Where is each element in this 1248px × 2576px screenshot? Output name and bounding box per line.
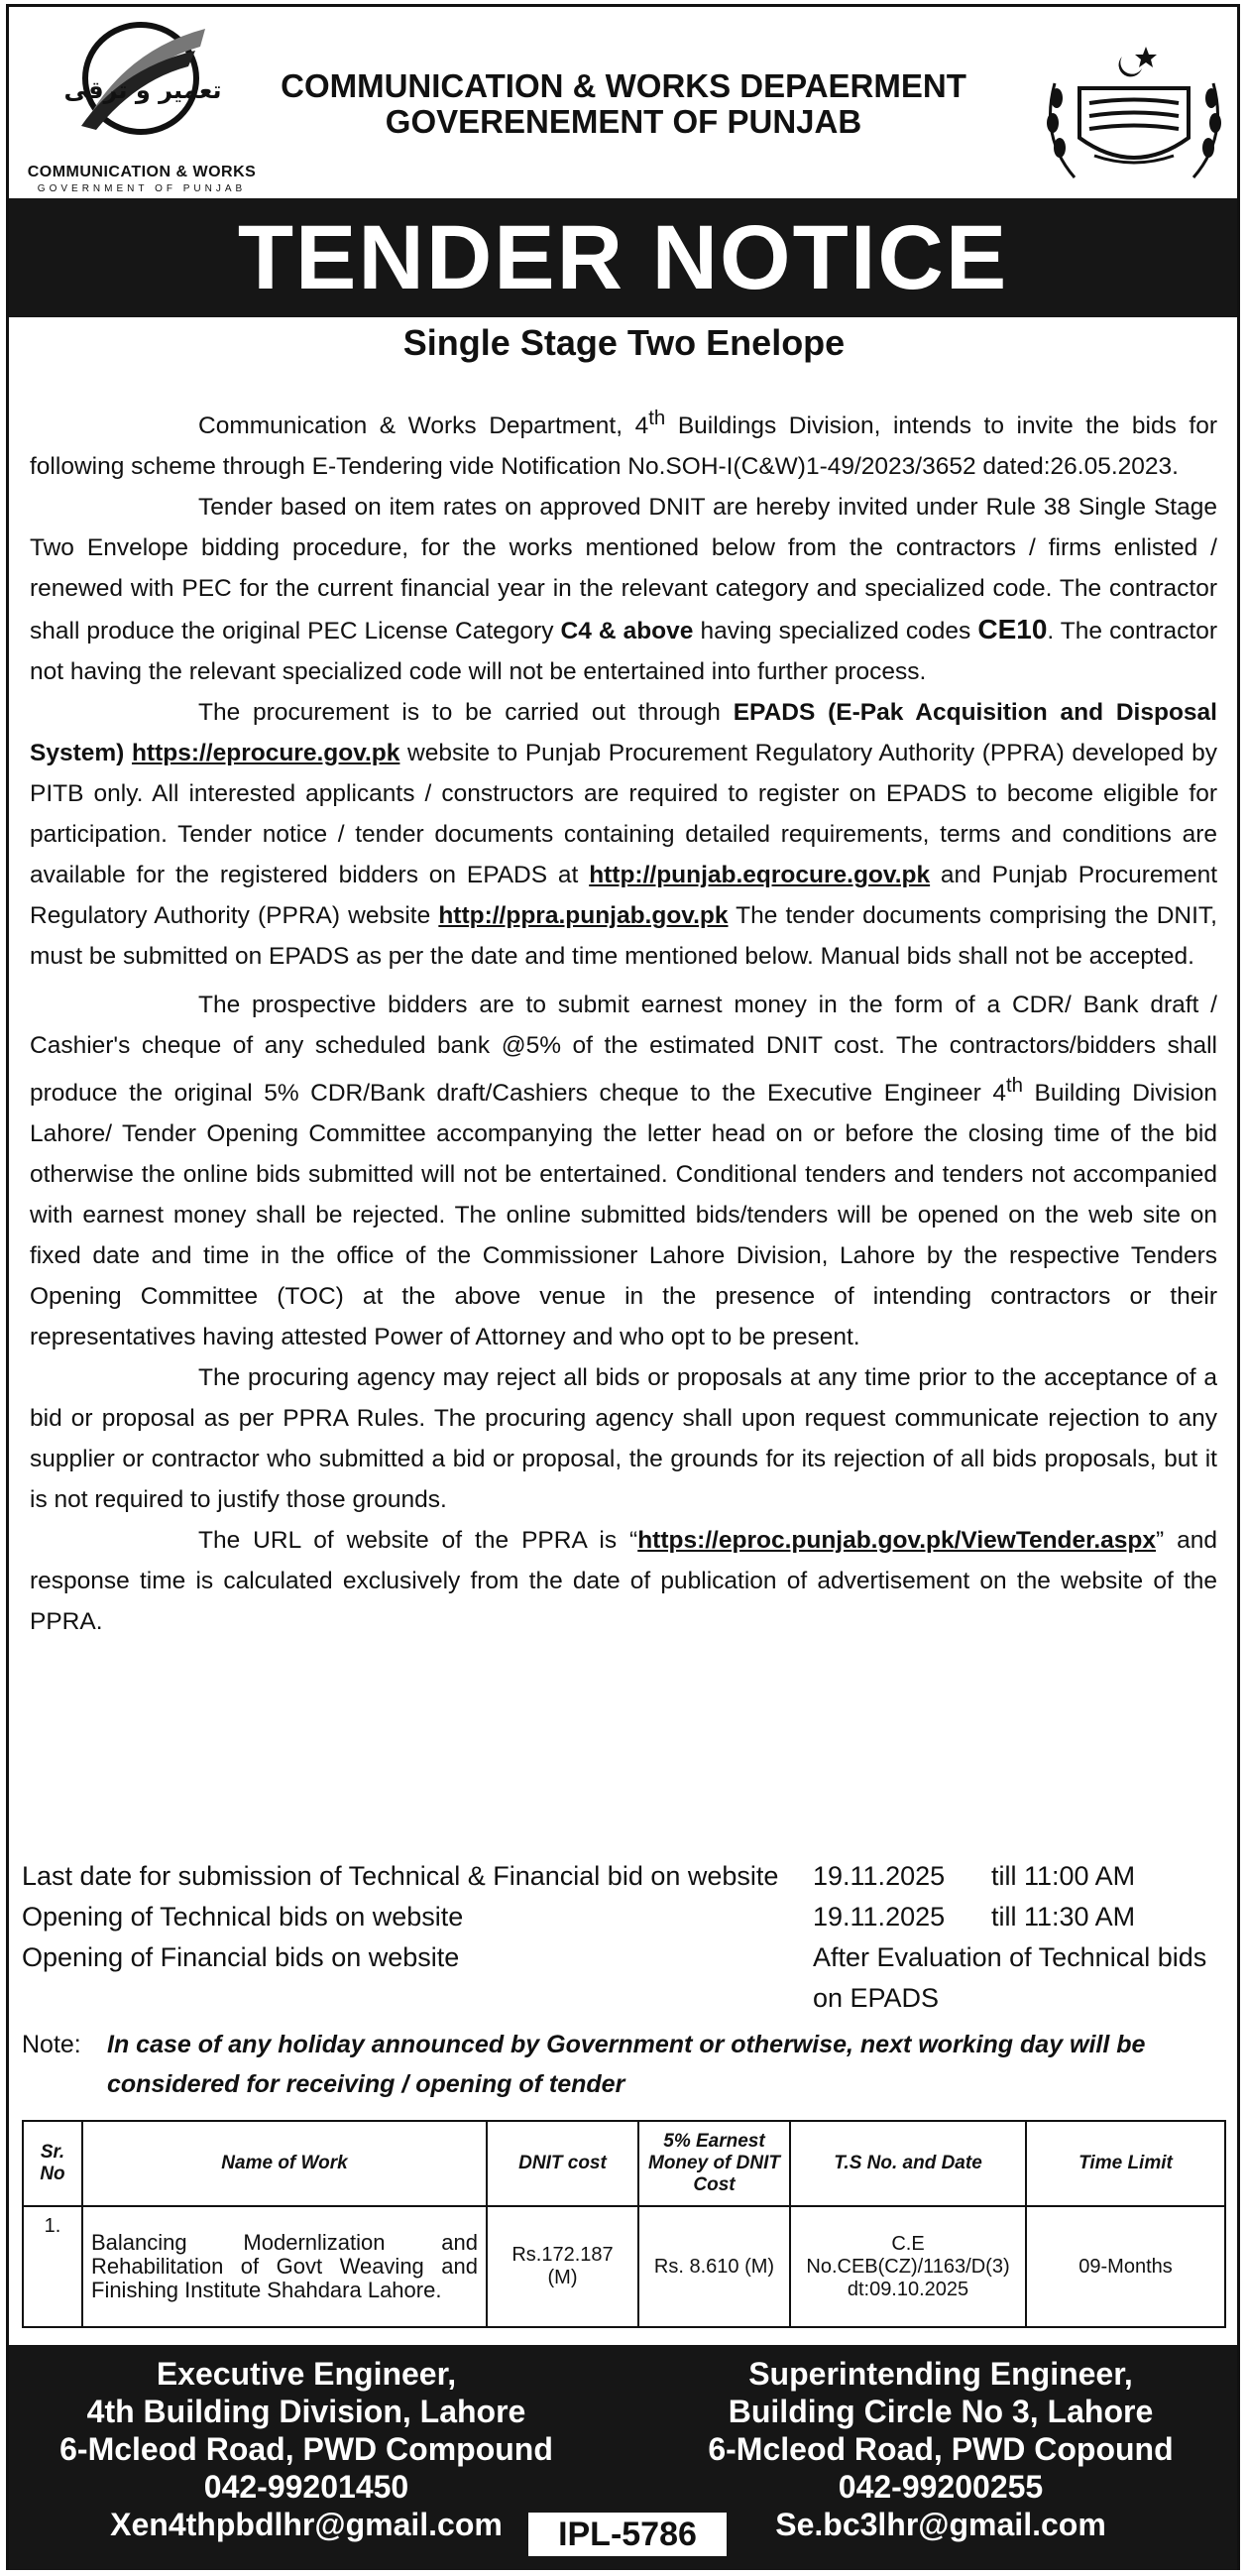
p1-text-a: Communication & Works Department, 4: [198, 412, 649, 440]
cw-emblem-icon: [63, 19, 222, 138]
p4-sup: th: [1005, 1075, 1023, 1098]
note-text: In case of any holiday announced by Government or otherwise, next working day will be considered for receiving / opening of tender: [107, 2031, 1146, 2098]
p4-text-a: The prospective bidders are to submit earnest money in the form of a CDR/ Bank draft / Cashier's cheque of any scheduled bank @5% of the estimated DNIT cost. The contractors/bidders shall produce the original 5% CDR/Bank draft/Cashiers cheque to the Executive Engineer 4: [30, 992, 1217, 1108]
contact-email[interactable]: Se.bc3lhr@gmail.com: [775, 2507, 1106, 2542]
p3-text-d: The tender documents comprising the DNIT, must be submitted on EPADS as per the date and time mentioned below. Manual bids shall not be accepted.: [30, 902, 1217, 971]
cell-ts: [790, 2206, 1026, 2327]
cell-earnest: Rs. 8.610 (M): [638, 2206, 790, 2327]
col-header-ts: T.S No. and Date: [790, 2121, 1026, 2206]
p6-text-b: ” and response time is calculated exclusively from the date of publication of advertisement on the website of the PPRA.: [30, 1527, 1217, 1636]
contact-phone: 042-99200255: [838, 2469, 1044, 2505]
p3-text-c: and Punjab Procurement Regulatory Authority (PPRA) website: [30, 862, 1217, 930]
paragraph-4: [30, 985, 1217, 1357]
col-header-dnit: DNIT cost: [487, 2121, 638, 2206]
paragraph-1: [30, 399, 1217, 487]
schedule-row: [22, 1937, 1226, 2013]
cw-logo: [17, 15, 267, 193]
page-title: TENDER NOTICE: [9, 198, 1237, 317]
epads-name: EPADS (E-Pak Acquisition and Disposal System): [30, 699, 1217, 767]
p6-text-a: The URL of website of the PPRA is “: [198, 1527, 638, 1555]
department-line-2: GOVERENEMENT OF PUNJAB: [385, 103, 862, 140]
schedule-label: Opening of Financial bids on website: [22, 1942, 460, 1972]
p2-text-c: . The contractor not having the relevant specialized code will not be entertained into further process.: [30, 618, 1218, 686]
paragraph-3: [30, 692, 1217, 977]
note-label: Note:: [22, 2031, 81, 2058]
ts-line-1: C.E: [891, 2232, 925, 2255]
schedule-row: [22, 1856, 1226, 1897]
p1-sup: th: [648, 408, 666, 429]
paragraph-2: [30, 487, 1217, 692]
p3-text-a: The procurement is to be carried out through: [198, 699, 734, 727]
table-row: [23, 2206, 1225, 2327]
contact-line: Superintending Engineer,: [748, 2356, 1133, 2392]
superintending-engineer-contact: [643, 2355, 1238, 2543]
schedule-label: Opening of Technical bids on website: [22, 1902, 464, 1932]
ipl-number: IPL-5786: [528, 2513, 727, 2556]
col-header-sr: Sr. No: [23, 2121, 82, 2206]
paragraph-5: The procuring agency may reject all bids or proposals at any time prior to the acceptance of a bid or proposal as per PPRA Rules. The procuring agency shall upon request communicate rejection to any supplier or contractor who submitted a bid or proposal, the grounds for its rejection of all bids proposals, but it is not required to justify those grounds.: [30, 1364, 1217, 1514]
page-subtitle: Single Stage Two Enelope: [402, 322, 846, 363]
executive-engineer-contact: [9, 2355, 604, 2543]
specialized-code: CE10: [977, 614, 1048, 645]
schedule-label: Last date for submission of Technical & Financial bid on website: [22, 1861, 779, 1891]
notice-body: [30, 399, 1217, 1642]
contact-line: 4th Building Division, Lahore: [86, 2394, 526, 2429]
eprocure-link[interactable]: https://eprocure.gov.pk: [131, 740, 400, 767]
contact-line: Building Circle No 3, Lahore: [728, 2394, 1154, 2429]
cw-logo-name: COMMUNICATION & WORKS: [27, 164, 257, 180]
schedule-time: till 11:00 AM: [991, 1861, 1136, 1891]
punjab-seal-icon: [1035, 29, 1233, 187]
p2-text-a: Tender based on item rates on approved DNIT are hereby invited under Rule 38 Single Stage Two Envelope bidding procedure, for the works mentioned below from the contractors / firms enlisted / renewed with PEC for the current financial year in the relevant category and specialized code. The contractor shall produce the original PEC License Category: [30, 494, 1217, 645]
cell-sr: 1.: [23, 2206, 82, 2327]
department-line-1: COMMUNICATION & WORKS DEPAERMENT: [281, 67, 966, 104]
schedule-time: till 11:30 AM: [991, 1902, 1136, 1932]
contact-line: Executive Engineer,: [156, 2356, 457, 2392]
paragraph-6: [30, 1520, 1217, 1642]
ppra-link[interactable]: http://ppra.punjab.gov.pk: [438, 902, 729, 930]
ts-line-2: No.CEB(CZ)/1163/D(3): [806, 2255, 1010, 2278]
works-table: [22, 2120, 1226, 2328]
schedule-row: [22, 1897, 1226, 1937]
schedule-date: 19.11.2025: [813, 1902, 946, 1932]
p4-text-b: Building Division Lahore/ Tender Opening Committee accompanying the letter head on or before the closing time of the bid otherwise the online bids submitted will not be entertained. Conditional tenders and tenders not accompanied with earnest money shall be rejected. The online submitted bids/tenders will be opened on the web site on fixed date and time in the office of the Commissioner Lahore Division, Lahore by the respective Tenders Opening Committee (TOC) at the above venue in the presence of intending contractors or their representatives having attested Power of Attorney and who opt to be present.: [30, 1080, 1218, 1351]
schedule-value: After Evaluation of Technical bids on EPADS: [813, 1942, 1207, 2013]
punjab-eprocure-link[interactable]: http://punjab.eqrocure.gov.pk: [589, 862, 931, 889]
col-header-earnest: 5% Earnest Money of DNIT Cost: [638, 2121, 790, 2206]
col-header-time-limit: Time Limit: [1026, 2121, 1225, 2206]
cw-logo-subname: GOVERNMENT OF PUNJAB: [37, 183, 247, 194]
ts-line-3: dt:09.10.2025: [847, 2278, 969, 2300]
pec-category: C4 & above: [560, 618, 694, 645]
contact-line: 6-Mcleod Road, PWD Copound: [708, 2431, 1174, 2467]
p3-text-b: website to Punjab Procurement Regulatory Authority (PPRA) developed by PITB only. All interested applicants / constructors are required to register on EPADS to become eligible for participation. Tender notice / tender documents containing detailed requirements, terms and conditions are available for the registered bidders on EPADS at: [30, 740, 1217, 889]
cw-logo-urdu: تعمیر و ترقی: [63, 76, 222, 104]
contact-phone: 042-99201450: [203, 2469, 409, 2505]
table-header-row: [23, 2121, 1225, 2206]
contact-email[interactable]: Xen4thpbdlhr@gmail.com: [110, 2507, 503, 2542]
header: [9, 7, 1237, 197]
p1-text-b: Buildings Division, intends to invite the bids for following scheme through E-Tendering vide Notification No.SOH-I(C&W)1-49/2023/3652 dated:26.05.2023.: [30, 412, 1217, 481]
cell-time-limit: 09-Months: [1026, 2206, 1225, 2327]
department-title: [267, 68, 980, 140]
p2-text-b: having specialized codes: [693, 618, 978, 645]
cell-dnit: Rs.172.187 (M): [487, 2206, 638, 2327]
schedule: [22, 1856, 1226, 2013]
schedule-date: 19.11.2025: [813, 1861, 946, 1891]
contact-line: 6-Mcleod Road, PWD Compound: [59, 2431, 553, 2467]
view-tender-link[interactable]: https://eproc.punjab.gov.pk/ViewTender.aspx: [637, 1527, 1156, 1555]
cell-work: Balancing Modernlization and Rehabilitation of Govt Weaving and Finishing Institute Shahdara Lahore.: [82, 2206, 487, 2327]
col-header-work: Name of Work: [82, 2121, 487, 2206]
footer: [9, 2345, 1237, 2570]
